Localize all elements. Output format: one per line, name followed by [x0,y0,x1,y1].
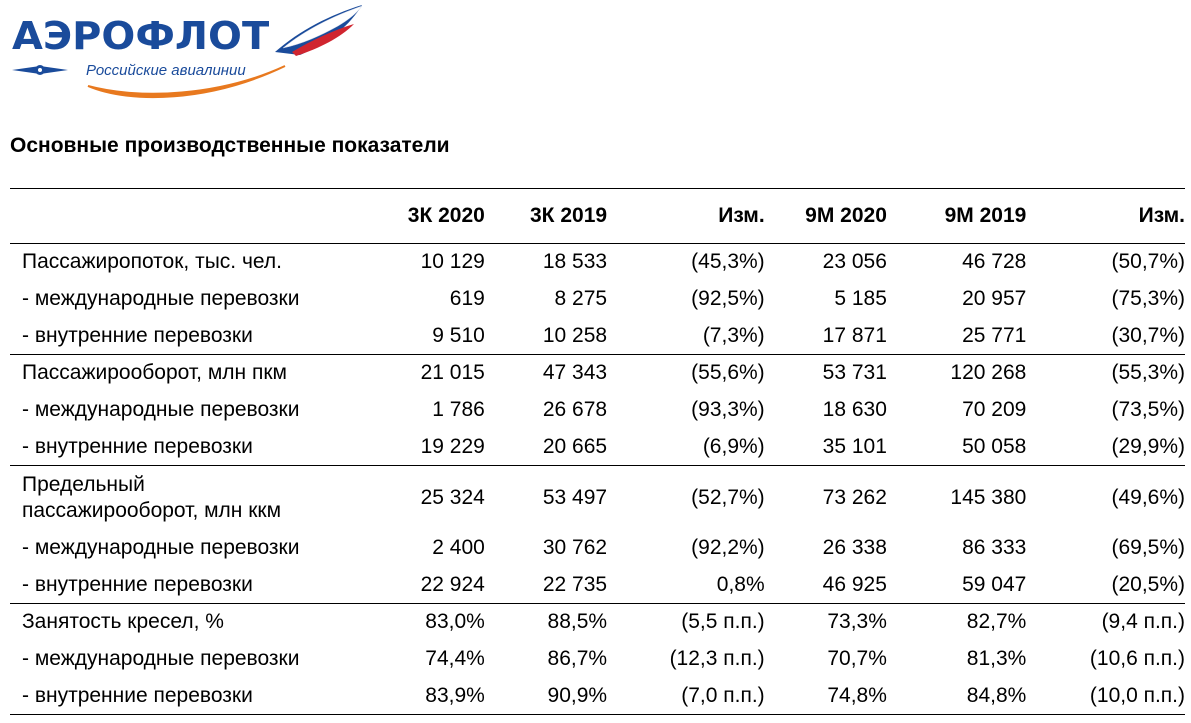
aeroflot-logo [0,0,370,110]
cell: (12,3 п.п.) [669,647,765,670]
cell: (9,4 п.п.) [1101,610,1185,634]
row-label [10,466,374,530]
cell: (92,5%) [691,287,765,310]
cell: 74,8% [765,678,887,715]
cell: 73,3% [827,610,887,634]
row-label-line2: пассажирооборот, млн ккм [22,498,282,522]
row-label: - международные перевозки [22,536,300,559]
cell: 10 258 [485,318,607,355]
cell: (10,0 п.п.) [1026,678,1185,715]
cell: (50,7%) [1111,250,1185,274]
cell: 22 735 [485,567,607,604]
table-row [10,281,1185,318]
cell: 70,7% [827,647,887,670]
cell: 2 400 [432,536,485,559]
table-row [10,604,1185,641]
table-row [10,641,1185,678]
header-9m2020: 9М 2020 [765,189,887,244]
header-change-q: Изм. [607,189,765,244]
cell: 53 731 [822,361,887,385]
cell: (10,6 п.п.) [1089,647,1185,670]
cell: (55,3%) [1111,361,1185,385]
cell: (75,3%) [1111,287,1185,310]
cell: (20,5%) [1026,567,1185,604]
table-row [10,355,1185,392]
cell: 86,7% [547,647,608,670]
cell: (7,3%) [607,318,765,355]
cell: 145 380 [950,485,1027,509]
cell: (55,6%) [691,361,765,385]
table-row [10,678,1185,715]
logo-subtitle: Российские авиалинии [86,62,246,79]
cell: 120 268 [950,361,1027,385]
cell: 20 957 [962,287,1027,310]
cell: 5 185 [834,287,887,310]
cell: (6,9%) [607,429,765,466]
cell: 83,0% [425,610,485,634]
cell: 21 015 [420,361,485,385]
cell: 25 771 [887,318,1026,355]
cell: 17 871 [765,318,887,355]
cell: 18 630 [822,398,887,421]
cell: 74,4% [425,647,485,670]
header-3q2019: 3К 2019 [485,189,607,244]
row-label: Пассажиропоток, тыс. чел. [22,250,282,274]
table-row [10,567,1185,604]
cell: (45,3%) [691,250,765,274]
row-label: - международные перевозки [22,398,300,421]
row-label: - внутренние перевозки [10,678,374,715]
row-label: Пассажирооборот, млн пкм [22,361,287,385]
cell: 9 510 [374,318,485,355]
cell: (93,3%) [691,398,765,421]
header-9m2019: 9М 2019 [887,189,1026,244]
cell: 46 925 [765,567,887,604]
table-row [10,530,1185,567]
cell: 25 324 [420,485,485,509]
row-label: - международные перевозки [22,647,300,670]
cell: 619 [449,287,485,310]
page-title: Основные производственные показатели [10,134,450,157]
cell: 46 728 [962,250,1027,274]
cell: (92,2%) [691,536,765,559]
logo-wordmark: АЭРОФЛОТ [12,14,270,58]
cell: 47 343 [542,361,608,385]
cell: 82,7% [966,610,1027,634]
cell: 19 229 [374,429,485,466]
row-label: - внутренние перевозки [10,318,374,355]
cell: (52,7%) [691,485,765,509]
cell: 83,9% [374,678,485,715]
cell: 22 924 [374,567,485,604]
cell: (5,5 п.п.) [681,610,765,634]
cell: 18 533 [542,250,608,274]
row-label: Занятость кресел, % [22,610,224,634]
cell: (73,5%) [1111,398,1185,421]
cell: (30,7%) [1026,318,1185,355]
cell: 90,9% [485,678,607,715]
row-label: - международные перевозки [22,287,300,310]
cell: 23 056 [822,250,887,274]
table-row [10,392,1185,429]
table-row [10,244,1185,281]
header-3q2020: 3К 2020 [374,189,485,244]
cell: 26 678 [542,398,608,421]
cell: 59 047 [887,567,1026,604]
cell: (29,9%) [1026,429,1185,466]
row-label-line1: Предельный [22,472,145,496]
cell: 81,3% [966,647,1027,670]
cell: 73 262 [822,485,887,509]
cell: (49,6%) [1111,485,1185,509]
table-row [10,318,1185,355]
cell: 70 209 [962,398,1027,421]
cell: 84,8% [887,678,1026,715]
cell: 86 333 [962,536,1027,559]
table-row [10,466,1185,530]
table-row [10,429,1185,466]
cell: (7,0 п.п.) [607,678,765,715]
header-label [10,189,374,244]
cell: 30 762 [542,536,608,559]
row-label: - внутренние перевозки [10,567,374,604]
cell: 10 129 [420,250,485,274]
cell: 35 101 [765,429,887,466]
indicators-table [10,188,1185,715]
header-change-9m: Изм. [1026,189,1185,244]
cell: 0,8% [607,567,765,604]
cell: 88,5% [547,610,608,634]
cell: 50 058 [887,429,1026,466]
row-label: - внутренние перевозки [10,429,374,466]
cell: 20 665 [485,429,607,466]
cell: 8 275 [554,287,608,310]
cell: 53 497 [542,485,608,509]
cell: 1 786 [432,398,485,421]
cell: (69,5%) [1111,536,1185,559]
table-header-row [10,189,1185,244]
cell: 26 338 [822,536,887,559]
